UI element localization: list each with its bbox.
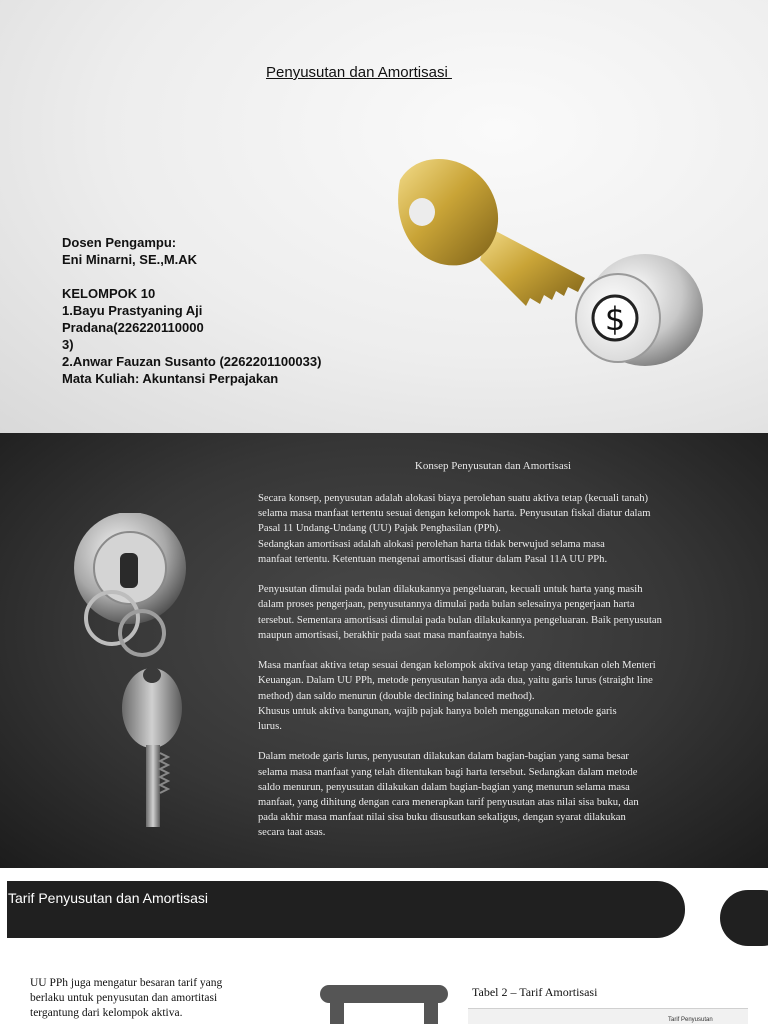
member-1-line-1: 1.Bayu Prastyaning Aji (62, 303, 203, 318)
decorative-pill (720, 890, 768, 946)
paragraph-definition: Secara konsep, penyusutan adalah alokasi biaya perolehan suatu aktiva tetap (kecuali tanah) selama masa manfaat tertentu sesuai dengan kelompok harta. Penyusutan fiskal diatur dalam Pasal 11 Undang-Undang (UU) Pajak Penghasilan (PPh). Sedangkan amortisasi adalah alokasi perolehan harta tidak berwujud selama masa manfaat tertentu. Ketentuan mengenai amortisasi diatur dalam Pasal 11A UU PPh. (258, 493, 651, 565)
dollar-symbol: $ (604, 300, 626, 338)
keys-in-lock-image (30, 513, 230, 853)
rates-title: Tarif Penyusutan dan Amortisasi (8, 890, 208, 906)
title-slide (0, 0, 768, 433)
table-header: Tarif Penyusutan (668, 1017, 713, 1023)
member-2: 2.Anwar Fauzan Susanto (2262201100033) (62, 354, 322, 369)
gold-key-dollar-lock-image (380, 150, 720, 400)
lecturer-label: Dosen Pengampu: (62, 235, 177, 250)
member-1-line-2: Pradana(226220110000 (62, 320, 204, 335)
slide-title: Penyusutan dan Amortisasi (266, 64, 452, 81)
presenter-info (62, 234, 321, 387)
course-name: Mata Kuliah: Akuntansi Perpajakan (62, 371, 279, 386)
blank-line (62, 268, 321, 285)
paragraph-useful-life: Masa manfaat aktiva tetap sesuai dengan kelompok aktiva tetap yang ditentukan oleh Menteri Keuangan. Dalam UU PPh, metode penyusutan hanya ada dua, yaitu garis lurus (straight line method) dan saldo menurun (double declining balanced method). Khusus untuk aktiva bangunan, wajib pajak hanya boleh menggunakan metode garis lurus. (258, 660, 656, 733)
amortization-table (468, 1008, 748, 1024)
paragraph-start-end: Penyusutan dimulai pada bulan dilakukannya pengeluaran, kecuali untuk harta yang masih dalam proses pengerjaan, penyusutannya dimulai pada bulan selesainya pengerjaan harta tersebut. Sementara amortisasi dimulai pada bulan dilakukannya pengeluaran. Baik penyusutan maupun amortisasi, berakhir pada saat masa manfaatnya habis. (258, 584, 662, 641)
table-caption: Tabel 2 – Tarif Amortisasi (472, 985, 598, 999)
group-label: KELOMPOK 10 (62, 286, 156, 301)
concept-slide (0, 433, 768, 868)
rates-body: UU PPh juga mengatur besaran tarif yang berlaku untuk penyusutan dan amortitasi tergantung dari kelompok aktiva. (30, 977, 223, 1019)
member-1-line-3: 3) (62, 337, 74, 352)
lecturer-name: Eni Minarni, SE.,M.AK (62, 252, 198, 267)
cabinet-icon (320, 985, 448, 1024)
rates-slide (0, 868, 768, 1024)
concept-title: Konsep Penyusutan dan Amortisasi (414, 460, 572, 472)
concept-body (258, 491, 750, 856)
paragraph-methods: Dalam metode garis lurus, penyusutan dilakukan dalam bagian-bagian yang sama besar selama masa manfaat yang telah ditentukan bagi harta tersebut. Sedangkan dalam metode saldo menurun, penyusutan dilakukan dalam bagian-bagian yang menurun selama masa manfaat, yang dihitung dengan cara menerapkan tarif penyusutan atas nilai sisa buku, dan pada akhir masa manfaat nilai sisa buku disusutkan sekaligus, dengan syarat dilakukan secara taat asas. (258, 751, 639, 839)
